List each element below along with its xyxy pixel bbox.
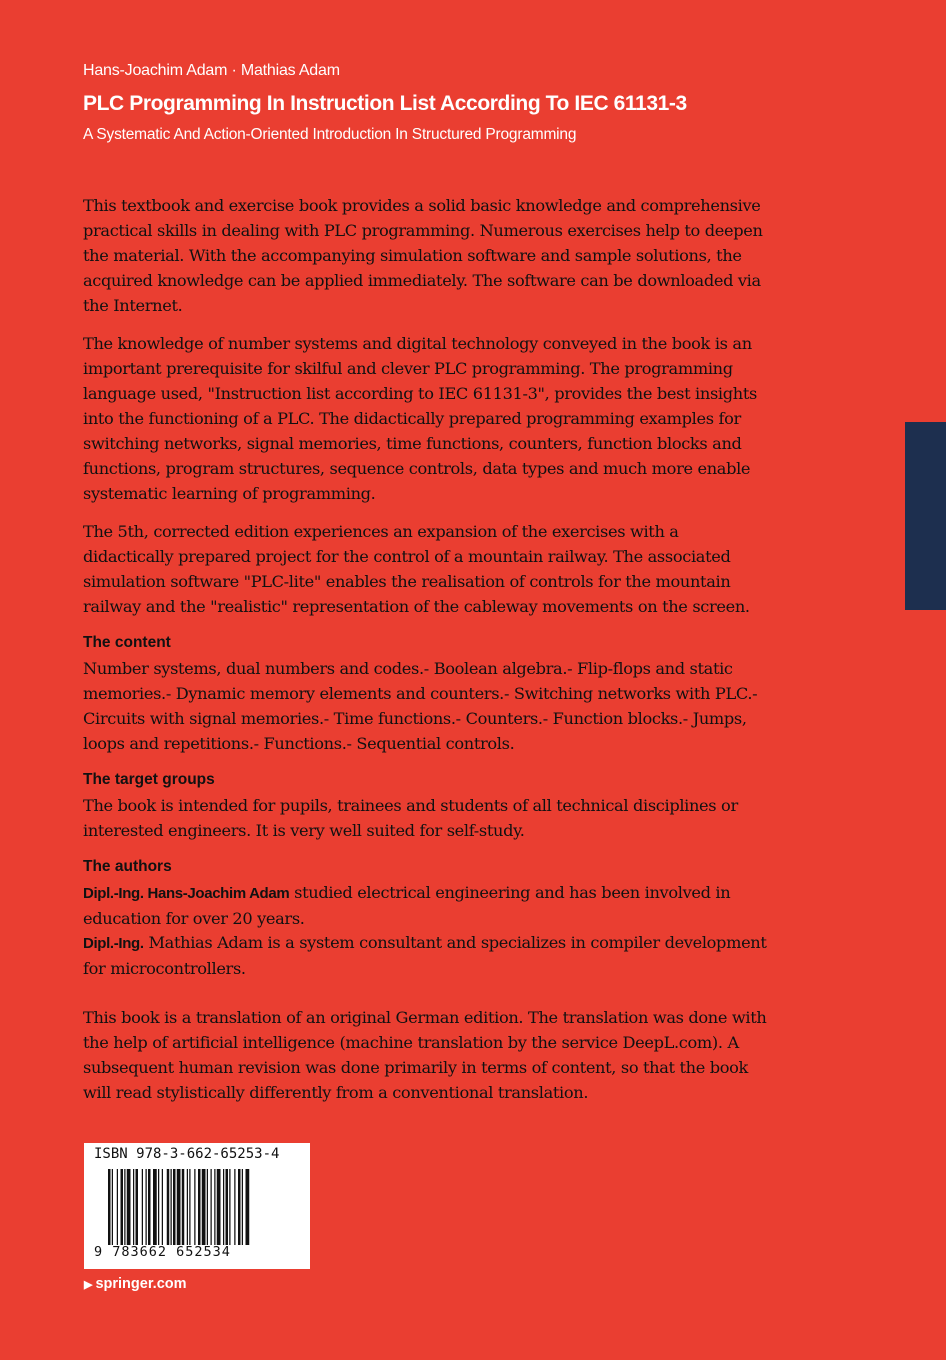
barcode-bar xyxy=(246,1169,250,1245)
barcode-bar xyxy=(127,1169,131,1245)
book-subtitle: A Systematic And Action-Oriented Introduction In Structured Programming xyxy=(83,126,577,143)
barcode-bar xyxy=(226,1169,229,1245)
barcode-bar xyxy=(136,1169,139,1245)
barcode-bar xyxy=(162,1169,163,1245)
author-1-bio xyxy=(83,880,773,931)
blurb-paragraph-3: The 5th, corrected edition experiences an expansion of the exercises with a didactically prepared project for the control of a mountain railway. The associated simulation software "PLC-lite" enables the realisation of controls for the mountain railway and the "realistic" representation of the cableway movements on the screen. xyxy=(83,522,750,616)
target-groups-heading: The target groups xyxy=(83,771,215,788)
content-text: Number systems, dual numbers and codes.- Boolean algebra.- Flip-flops and static memories.- Dynamic memory elements and counters.- Switching networks with PLC.- Circuits with signal memories.- Time functions.- Counters.- Function blocks.- Jumps, loops and repetitions.- Functions.- Sequential controls. xyxy=(83,659,758,753)
barcode-bar xyxy=(242,1169,243,1245)
translation-note: This book is a translation of an original German edition. The translation was done with the help of artificial intelligence (machine translation by the service DeepL.com). A subsequent human revision was done primarily in terms of content, so that the book will read stylistically differently from a conventional translation. xyxy=(83,1008,767,1102)
barcode-bar xyxy=(173,1169,176,1245)
barcode-bar xyxy=(234,1169,235,1245)
authors-line: Hans-Joachim Adam · Mathias Adam xyxy=(83,62,340,79)
authors-heading: The authors xyxy=(83,858,172,875)
barcode-bar xyxy=(198,1169,201,1245)
barcode-bar xyxy=(112,1169,113,1245)
isbn-label: ISBN 978-3-662-65253-4 xyxy=(94,1146,280,1162)
barcode-bar xyxy=(148,1169,151,1245)
barcode-bar xyxy=(182,1169,185,1245)
barcode-bar xyxy=(229,1169,230,1245)
arrow-right-icon: ▶ xyxy=(84,1279,93,1291)
barcode-bar xyxy=(133,1169,134,1245)
barcode-bar xyxy=(177,1169,181,1245)
barcode-bar xyxy=(189,1169,190,1245)
barcode-bar xyxy=(146,1169,147,1245)
publisher-url: springer.com xyxy=(95,1276,187,1292)
barcode-bar xyxy=(171,1169,172,1245)
barcode-bar xyxy=(167,1169,170,1245)
isbn-barcode-box xyxy=(84,1143,310,1269)
author-1-text: studied electrical engineering and has been involved in education for over 20 years. xyxy=(83,883,731,928)
blurb-paragraph-2: The knowledge of number systems and digital technology conveyed in the book is an important prerequisite for skilful and clever PLC programming. The programming language used, "Instruction list according to IEC 61131-3", provides the best insights into the functioning of a PLC. The didactically prepared programming examples for switching networks, signal memories, time functions, counters, function blocks and functions, program structures, sequence controls, data types and much more enable systematic learning of programming. xyxy=(83,334,757,503)
barcode-bar xyxy=(211,1169,212,1245)
barcode-bar xyxy=(202,1169,206,1245)
barcode-image xyxy=(108,1169,288,1245)
barcode-bar xyxy=(108,1169,111,1245)
content-heading: The content xyxy=(83,634,171,651)
barcode-bar xyxy=(214,1169,215,1245)
barcode-bar xyxy=(117,1169,118,1245)
author-2-title: Dipl.-Ing. xyxy=(83,935,144,952)
barcode-bar xyxy=(121,1169,124,1245)
barcode-bar xyxy=(153,1169,157,1245)
blurb-paragraph-1: This textbook and exercise book provides a solid basic knowledge and comprehensive practical skills in dealing with PLC programming. Numerous exercises help to deepen the material. With the accompanying simulation software and sample solutions, the acquired knowledge can be applied immediately. The software can be downloaded via the Internet. xyxy=(83,196,763,315)
book-title: PLC Programming In Instruction List According To IEC 61131-3 xyxy=(83,92,687,115)
barcode-bar xyxy=(142,1169,143,1245)
author-2-bio xyxy=(83,930,773,981)
barcode-bar xyxy=(158,1169,159,1245)
spine-color-tab xyxy=(905,422,946,610)
target-groups-text: The book is intended for pupils, trainees and students of all technical disciplines or interested engineers. It is very well suited for self-study. xyxy=(83,796,738,840)
barcode-bar xyxy=(217,1169,221,1245)
barcode-bar xyxy=(194,1169,195,1245)
author-1-name: Dipl.-Ing. Hans-Joachim Adam xyxy=(83,885,290,902)
barcode-bar xyxy=(207,1169,208,1245)
barcode-bar xyxy=(124,1169,125,1245)
ean-digits: 9 783662 652534 xyxy=(94,1244,231,1260)
author-2-text: Mathias Adam is a system consultant and specializes in compiler development for microcontrollers. xyxy=(83,933,767,978)
publisher-link[interactable] xyxy=(84,1276,187,1292)
barcode-bar xyxy=(238,1169,241,1245)
barcode-bar xyxy=(223,1169,224,1245)
barcode-bar xyxy=(187,1169,188,1245)
